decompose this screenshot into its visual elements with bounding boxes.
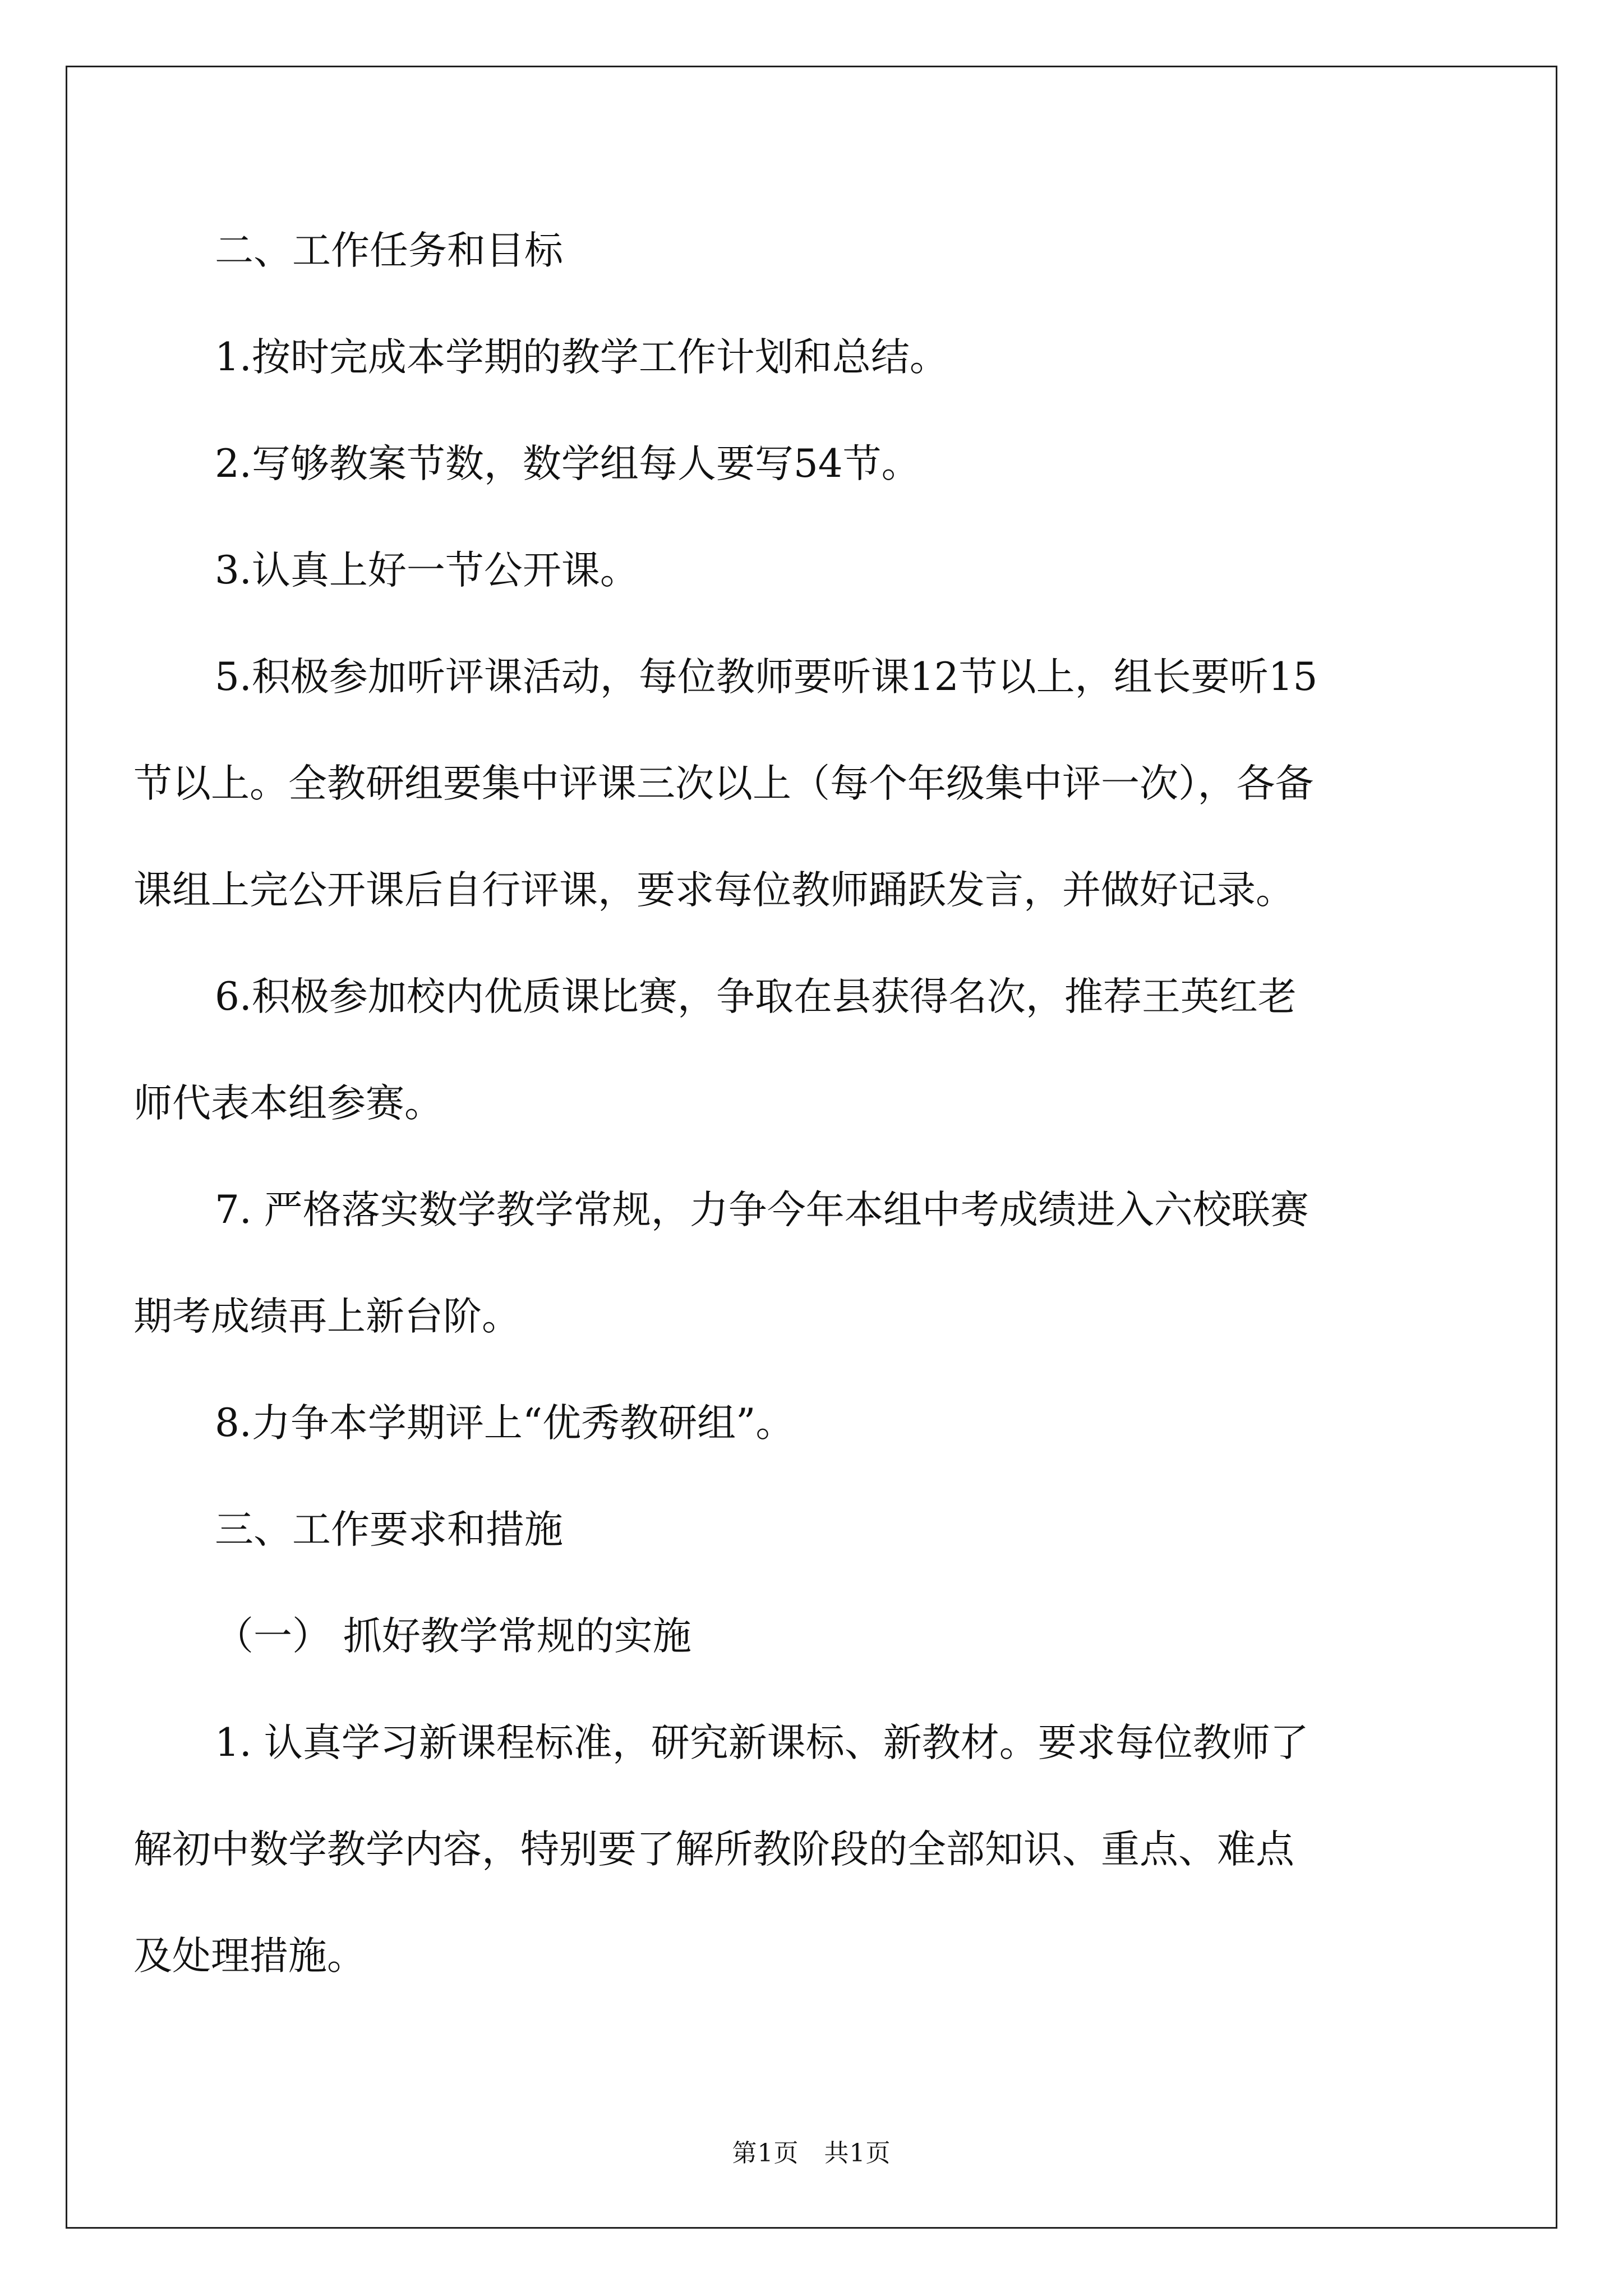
goal-item-5-line-1: 5.积极参加听评课活动，每位教师要听课12节以上，组长要听15 — [215, 655, 1318, 700]
goal-item-8: 8.力争本学期评上“优秀教研组”。 — [215, 1401, 795, 1446]
goal-item-6-line-1: 6.积极参加校内优质课比赛，争取在县获得名次，推荐王英红老 — [215, 974, 1297, 1019]
goal-item-2: 2.写够教案节数，数学组每人要写54节。 — [215, 441, 920, 486]
page-border — [66, 66, 1557, 2229]
measure-item-1-line-3: 及处理措施。 — [133, 1934, 366, 1978]
goal-item-3: 3.认真上好一节公开课。 — [215, 548, 639, 593]
section-heading-2: 二、工作任务和目标 — [215, 228, 563, 273]
goal-item-6-line-2: 师代表本组参赛。 — [133, 1081, 443, 1126]
goal-item-5-line-3: 课组上完公开课后自行评课，要求每位教师踊跃发言，并做好记录。 — [133, 868, 1294, 913]
page-number-footer: 第1页 共1页 — [732, 2139, 891, 2168]
goal-item-7-line-1: 7. 严格落实数学教学常规，力争今年本组中考成绩进入六校联赛 — [215, 1188, 1309, 1232]
measure-item-1-line-2: 解初中数学教学内容，特别要了解所教阶段的全部知识、重点、难点 — [133, 1827, 1294, 1872]
section-heading-3: 三、工作要求和措施 — [215, 1507, 563, 1552]
goal-item-1: 1.按时完成本学期的教学工作计划和总结。 — [215, 335, 948, 380]
goal-item-7-line-2: 期考成绩再上新台阶。 — [133, 1294, 520, 1339]
measure-item-1-line-1: 1. 认真学习新课程标准，研究新课标、新教材。要求每位教师了 — [215, 1720, 1309, 1765]
subsection-heading-1: （一） 抓好教学常规的实施 — [215, 1614, 691, 1659]
goal-item-5-line-2: 节以上。全教研组要集中评课三次以上（每个年级集中评一次），各备 — [133, 761, 1314, 806]
